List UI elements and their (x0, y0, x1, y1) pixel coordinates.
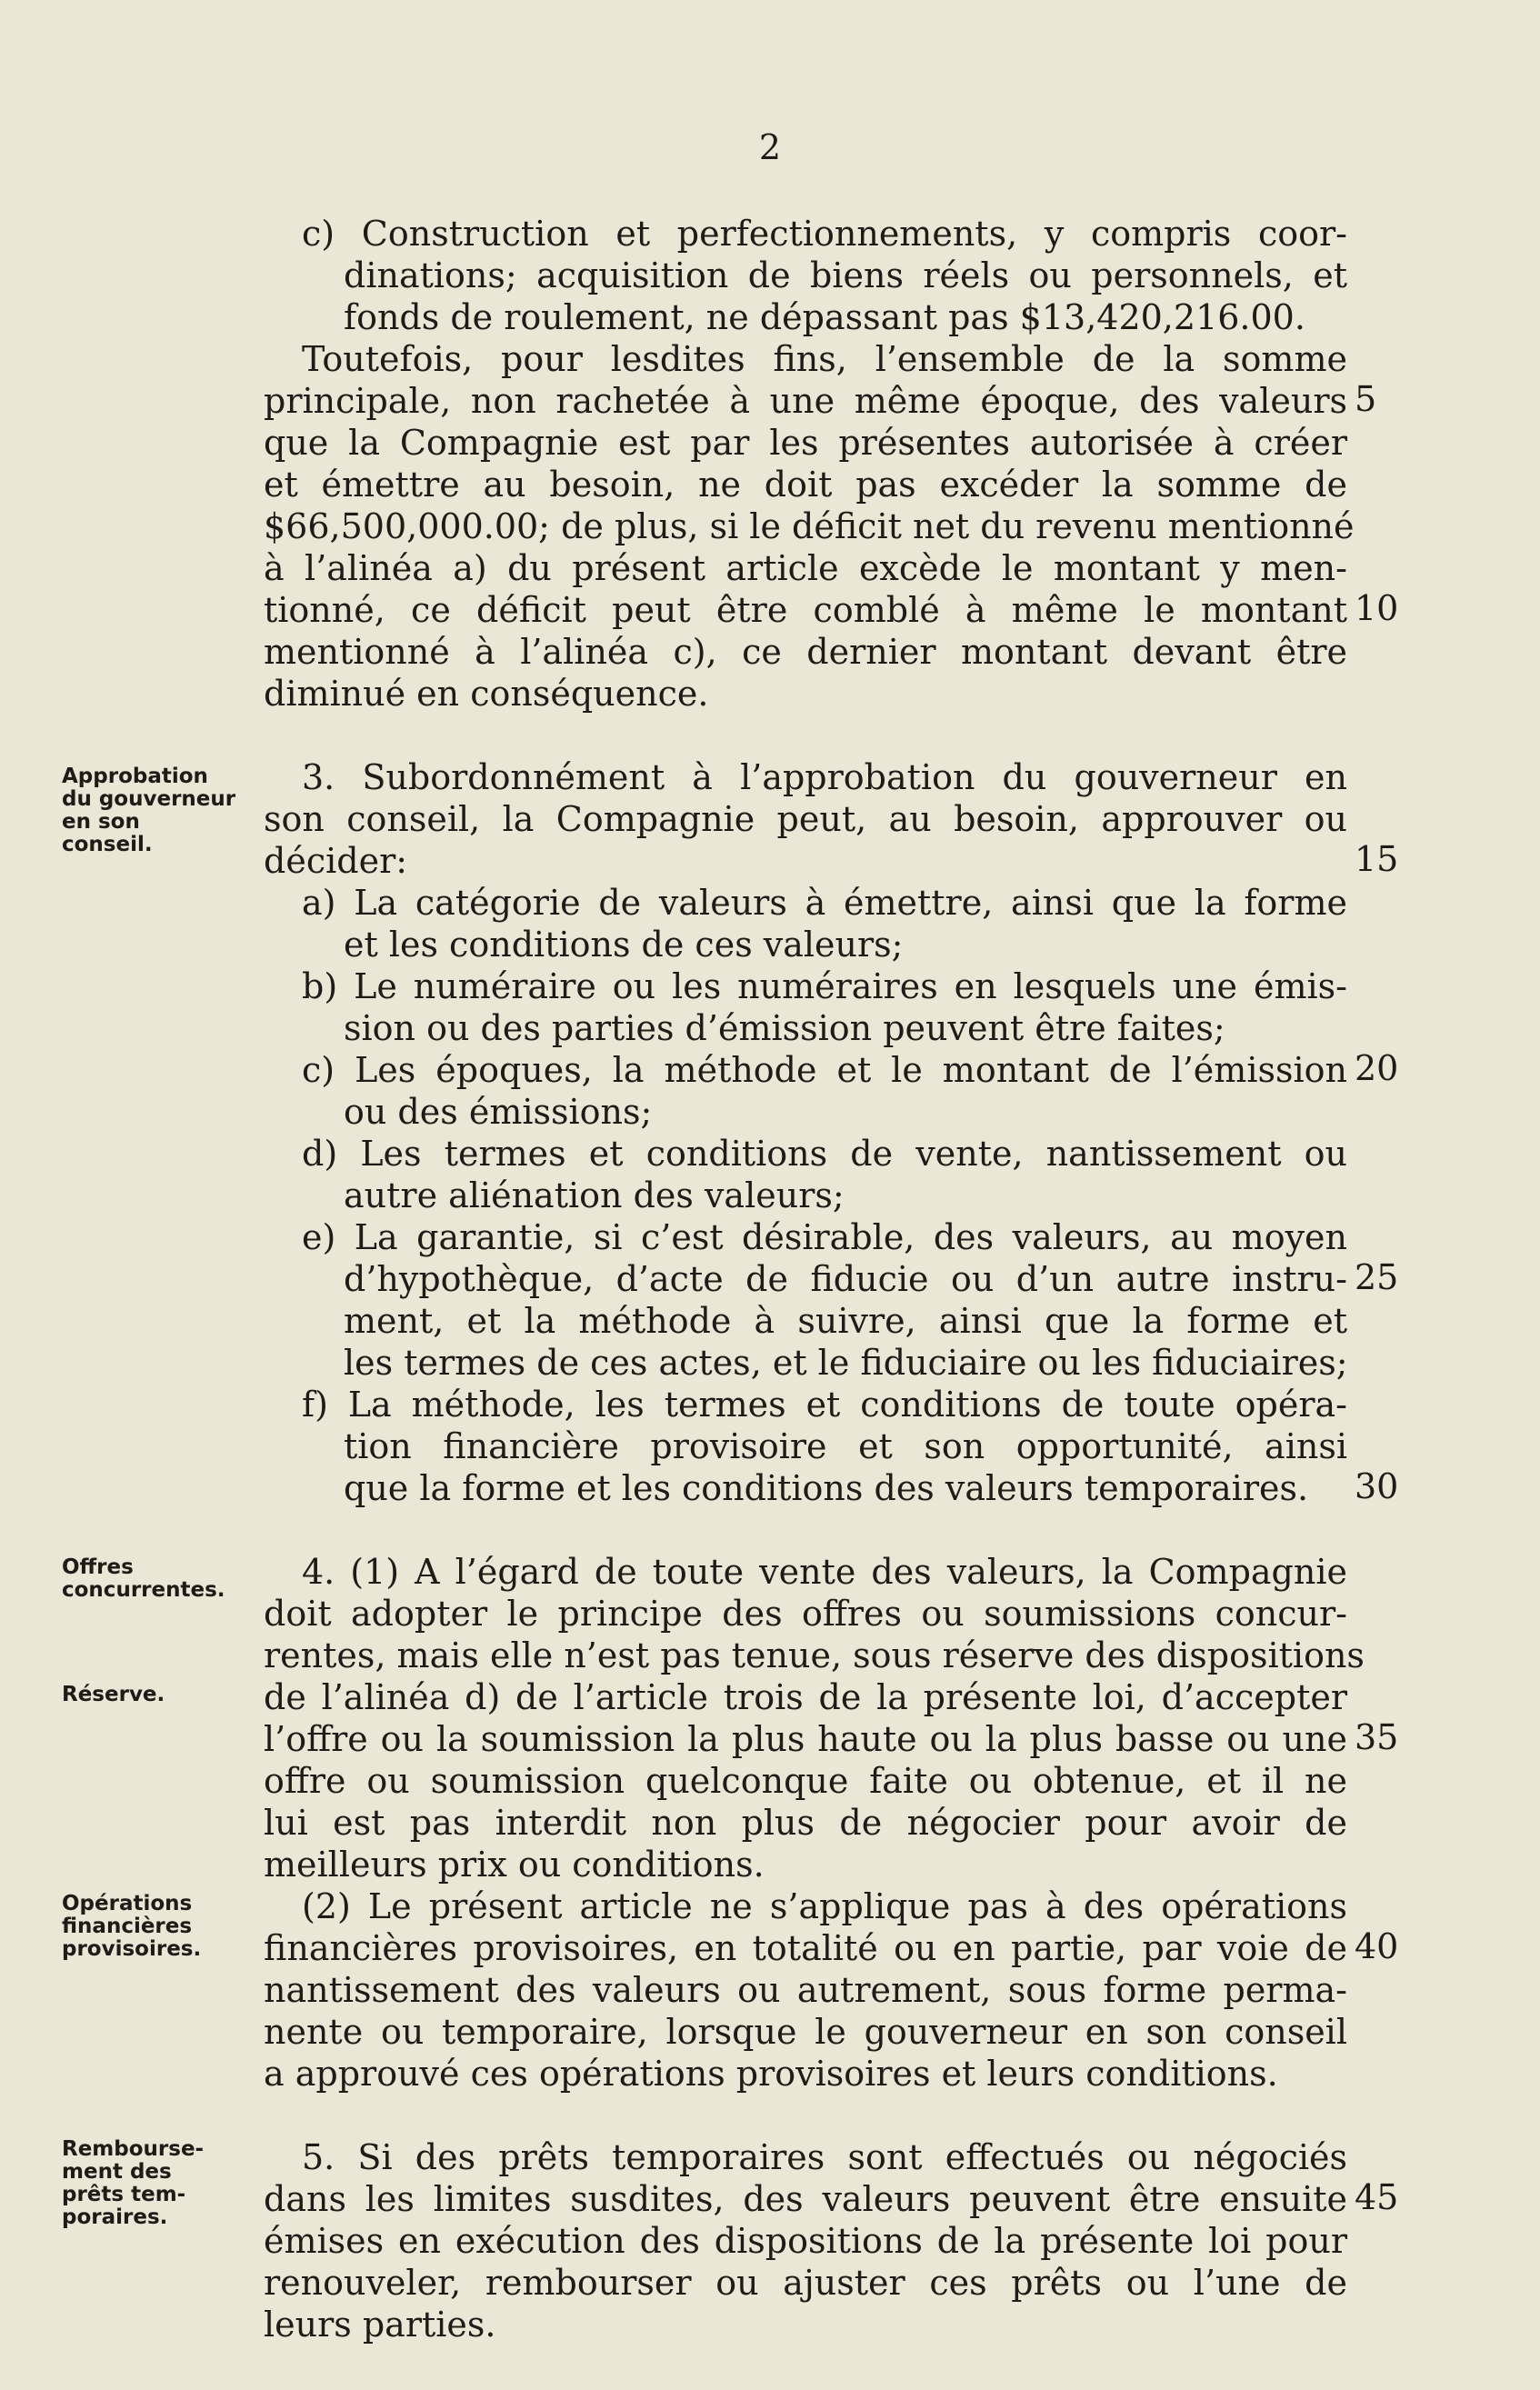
text-line: émises en exécution des dispositions de la présente loi pour (264, 2221, 1347, 2261)
section-5-line: 5. Si des prêts temporaires sont effectués ou négociés (302, 2137, 1347, 2177)
text-line: Toutefois, pour lesdites fins, l’ensemble de la somme (302, 339, 1347, 379)
line-number-30: 30 (1355, 1466, 1399, 1506)
text-line: rentes, mais elle n’est pas tenue, sous réserve des dispositions (264, 1635, 1365, 1675)
margin-note-approbation: Approbation du gouverneur en son conseil. (62, 765, 236, 856)
text-line: renouveler, rembourser ou ajuster ces prêts ou l’une de (264, 2263, 1347, 2303)
line-number-20: 20 (1355, 1048, 1399, 1088)
margin-note-operations: Opérations financières provisoires. (62, 1892, 202, 1961)
line-number-45: 45 (1355, 2177, 1399, 2217)
text-line: a) La catégorie de valeurs à émettre, ainsi que la forme (302, 883, 1347, 923)
text-line: ment, et la méthode à suivre, ainsi que la forme et (344, 1301, 1347, 1341)
text-line: décider: (264, 841, 408, 881)
text-line: c) Construction et perfectionnements, y compris coor- (302, 214, 1347, 254)
text-line: que la forme et les conditions des valeurs temporaires. (344, 1468, 1309, 1508)
text-line: financières provisoires, en totalité ou en partie, par voie de (264, 1928, 1347, 1968)
text-line: sion ou des parties d’émission peuvent être faites; (344, 1008, 1225, 1048)
line-number-10: 10 (1355, 588, 1399, 628)
page-number: 2 (758, 127, 782, 167)
text-line: principale, non rachetée à une même époque, des valeurs (264, 381, 1347, 421)
text-line: c) Les époques, la méthode et le montant de l’émission (302, 1050, 1347, 1090)
text-line: diminué en conséquence. (264, 674, 709, 714)
text-line: que la Compagnie est par les présentes autorisée à créer (264, 423, 1347, 463)
margin-note-reserve: Réserve. (62, 1683, 165, 1706)
text-line: $66,500,000.00; de plus, si le déficit net du revenu mentionné (264, 506, 1355, 546)
text-line: et les conditions de ces valeurs; (344, 925, 904, 965)
margin-note-offres: Offres concurrentes. (62, 1555, 225, 1602)
text-line: dans les limites susdites, des valeurs peuvent être ensuite (264, 2179, 1347, 2219)
text-line: l’offre ou la soumission la plus haute ou la plus basse ou une (264, 1719, 1347, 1759)
text-line: a approuvé ces opérations provisoires et leurs conditions. (264, 2054, 1278, 2094)
line-number-5: 5 (1355, 379, 1377, 419)
line-number-25: 25 (1355, 1257, 1399, 1297)
text-line: fonds de roulement, ne dépassant pas $13,420,216.00. (344, 297, 1305, 337)
text-line: offre ou soumission quelconque faite ou obtenue, et il ne (264, 1761, 1347, 1801)
text-line: de l’alinéa d) de l’article trois de la présente loi, d’accepter (264, 1677, 1347, 1717)
text-line: (2) Le présent article ne s’applique pas à des opérations (302, 1886, 1347, 1926)
text-line: mentionné à l’alinéa c), ce dernier montant devant être (264, 632, 1347, 672)
text-line: b) Le numéraire ou les numéraires en lesquels une émis- (302, 966, 1347, 1006)
text-line: tion financière provisoire et son opportunité, ainsi (344, 1426, 1347, 1466)
text-line: les termes de ces actes, et le fiduciaire ou les fiduciaires; (344, 1343, 1348, 1383)
text-line: tionné, ce déficit peut être comblé à même le montant (264, 590, 1347, 630)
text-line: et émettre au besoin, ne doit pas excéder la somme de (264, 465, 1347, 505)
text-line: meilleurs prix ou conditions. (264, 1845, 765, 1885)
text-line: leurs parties. (264, 2305, 496, 2345)
text-line: f) La méthode, les termes et conditions de toute opéra- (302, 1385, 1347, 1425)
text-line: lui est pas interdit non plus de négocier pour avoir de (264, 1803, 1347, 1843)
section-4-line: 4. (1) A l’égard de toute vente des valeurs, la Compagnie (302, 1552, 1347, 1592)
text-line: doit adopter le principe des offres ou soumissions concur- (264, 1594, 1347, 1634)
line-number-40: 40 (1355, 1926, 1399, 1966)
margin-note-remboursement: Rembourse- ment des prêts tem- poraires. (62, 2137, 205, 2229)
text-line: d’hypothèque, d’acte de fiducie ou d’un autre instru- (344, 1259, 1347, 1299)
text-line: d) Les termes et conditions de vente, nantissement ou (302, 1134, 1347, 1174)
text-line: nantissement des valeurs ou autrement, sous forme perma- (264, 1970, 1347, 2010)
text-line: e) La garantie, si c’est désirable, des valeurs, au moyen (302, 1217, 1347, 1257)
line-number-35: 35 (1355, 1717, 1399, 1757)
line-number-15: 15 (1355, 839, 1399, 879)
text-line: dinations; acquisition de biens réels ou personnels, et (344, 255, 1347, 295)
text-line: son conseil, la Compagnie peut, au besoin, approuver ou (264, 799, 1347, 839)
text-line: nente ou temporaire, lorsque le gouverneur en son conseil (264, 2012, 1347, 2052)
text-line: ou des émissions; (344, 1092, 653, 1132)
text-line: autre aliénation des valeurs; (344, 1175, 845, 1215)
section-3-line: 3. Subordonnément à l’approbation du gouverneur en (302, 757, 1347, 797)
text-line: à l’alinéa a) du présent article excède le montant y men- (264, 548, 1347, 588)
